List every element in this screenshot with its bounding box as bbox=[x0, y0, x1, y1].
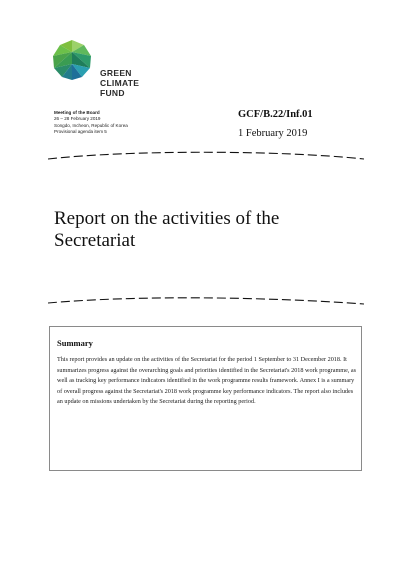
meeting-title: Meeting of the Board bbox=[54, 110, 100, 115]
logo-line-3: FUND bbox=[100, 88, 125, 98]
meeting-location: Songdo, Incheon, Republic of Korea bbox=[54, 122, 128, 128]
document-title: Report on the activities of the Secretariat bbox=[54, 208, 280, 251]
document-reference: GCF/B.22/Inf.01 bbox=[238, 109, 313, 120]
logo-line-1: GREEN bbox=[100, 68, 132, 78]
logo-wordmark bbox=[100, 68, 139, 98]
meeting-info bbox=[54, 110, 214, 136]
summary-box bbox=[49, 326, 362, 471]
logo-line-2: CLIMATE bbox=[100, 78, 140, 88]
globe-logo-icon bbox=[50, 38, 94, 82]
meeting-dates: 26 – 28 February 2019 bbox=[54, 116, 101, 122]
document-date: 1 February 2019 bbox=[238, 128, 308, 139]
summary-body: This report provides an update on the activities of the Secretariat for the period 1 September to 31 December 2018. It summarizes progress against the overarching goals and priorities identified in the Secretariat's 2018 work programme, as well as tracking key performance indicators identified in the work programme results framework. Annex I is a summary of overall progress against the Secretariat's 2018 work programme key performance indicators. The report also includes an update on missions undertaken by the Secretariat during the reporting period. bbox=[57, 356, 357, 406]
top-divider-wave bbox=[48, 148, 364, 162]
bottom-divider-wave bbox=[48, 294, 364, 308]
agenda-item: Provisional agenda item 5 bbox=[54, 129, 107, 135]
gcf-logo bbox=[50, 38, 200, 98]
summary-heading: Summary bbox=[57, 338, 93, 348]
